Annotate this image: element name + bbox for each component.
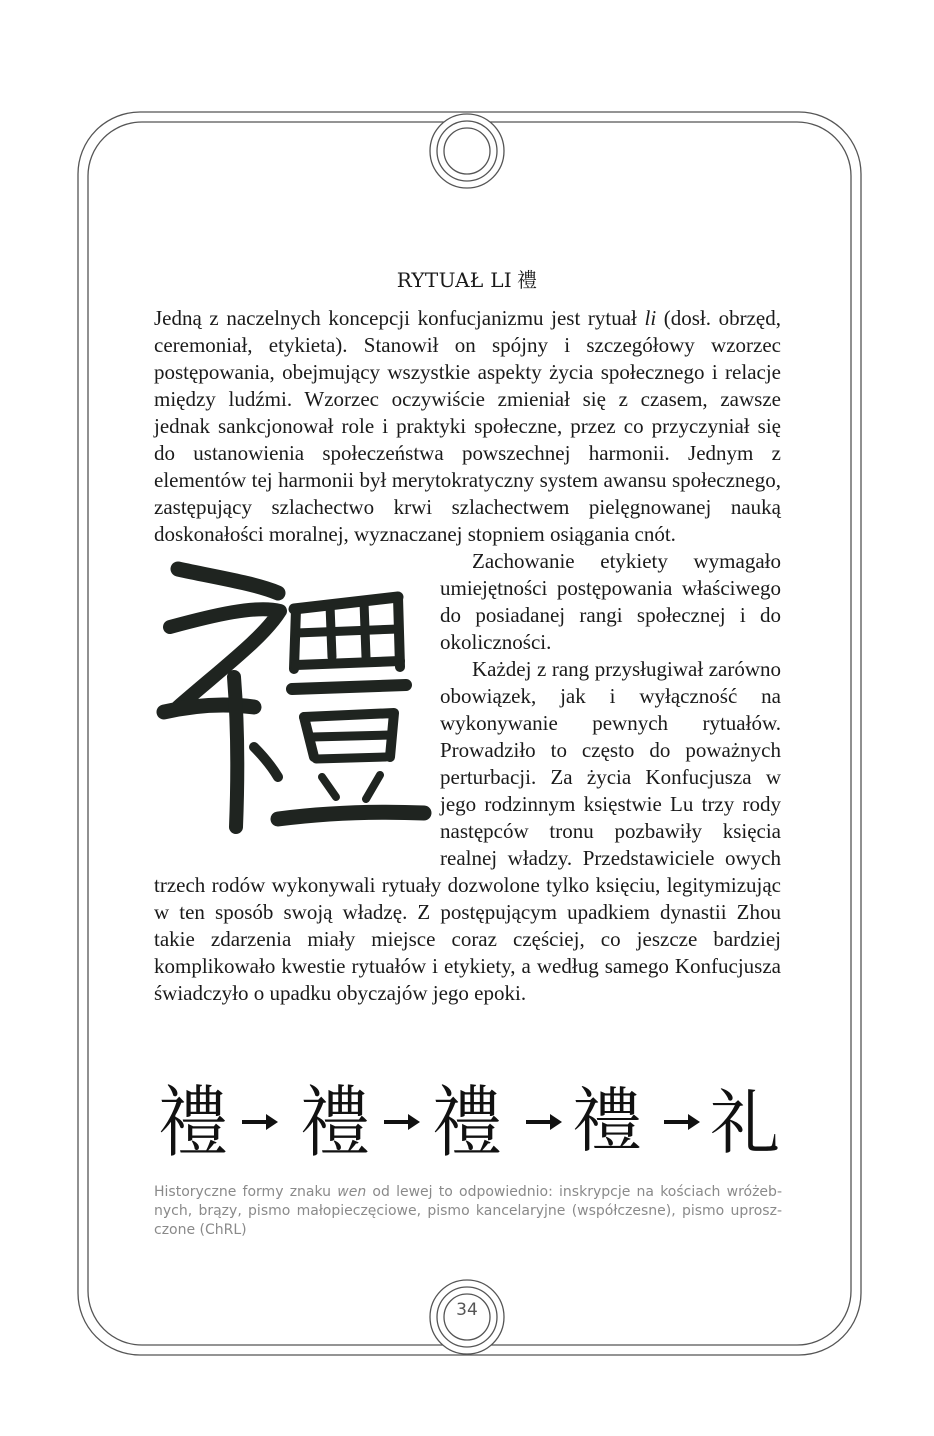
form-oracle-bone: 禮	[158, 1077, 228, 1169]
figure-caption: Historyczne formy znaku wen od lewej to odpowiednio: inskrypcje na kościach wróżebnych, brązy, pismo małopieczęciowe, pismo kancelaryjne (współczesne), pismo uproszczone (ChRL)	[154, 1184, 782, 1238]
form-simplified: 礼	[710, 1082, 780, 1164]
form-bronze: 禮	[300, 1077, 370, 1169]
arrow-right-icon	[662, 1112, 702, 1132]
paragraph-3: Każdej z rang przysługiwał zarówno obowiązek, jak i wyłączność na wykonywanie pewnych rytuałów. Prowadziło to często do poważnych perturbacji. Za życia Konfucjusza w jego rodzinnym księstwie Lu trzy rody następców tronu pozbawiły księcia realnej władzy. Przedstawiciele owych trzech rodów wykonywali rytuały dozwolone tylko księciu, legitymizując w ten sposób swoją władzę. Z postępującym upadkiem dynastii Zhou takie zdarzenia miały miejsce coraz częściej, co jeszcze bardziej komplikowało kwestie rytuałów i etykiety, a według samego Konfucjusza świadczyło o upadku obyczajów jego epoki.	[154, 657, 781, 1005]
term-wen: wen	[337, 1184, 367, 1200]
arrow-right-icon	[524, 1112, 564, 1132]
paragraph-2: Zachowanie etykiety wymagało umiejętności postępowania właściwego do posiadanej rangi społecznej i do okoliczności.	[440, 549, 781, 654]
form-small-seal: 禮	[432, 1077, 502, 1169]
section-title	[154, 264, 780, 293]
article-body	[154, 305, 781, 1007]
form-clerical: 禮	[572, 1084, 642, 1161]
page-number: 34	[456, 1300, 478, 1320]
term-li: li	[644, 306, 657, 330]
character-evolution-row	[154, 1078, 782, 1170]
paragraph-1: Jedną z naczelnych koncepcji konfucjanizmu jest rytuał li (dosł. obrzęd, ceremoniał, etykieta). Stanowił on spójny i szczegółowy wzorzec postępowania, obejmujący wszystkie aspekty życia społecznego i relacje między ludźmi. Wzorzec oczywiście zmieniał się z czasem, zawsze jednak sankcjonował role i praktyki społeczne, przez co przyczyniał się do ustanowienia społeczeństwa powszechnej harmonii. Jednym z elementów tej harmonii był merytokratyczny system awansu społecznego, zastępujący szlachectwo krwi szlachectwem pielęgnowanej nauką doskonałości moralnej, wyznaczanej stopniem osiągania cnót.	[154, 306, 782, 546]
section-title-character: 禮	[516, 268, 538, 292]
arrow-right-icon	[240, 1112, 280, 1132]
section-title-text: RYTUAŁ LI	[396, 268, 512, 292]
arrow-right-icon	[382, 1112, 422, 1132]
calligraphy-li-image	[154, 557, 436, 869]
